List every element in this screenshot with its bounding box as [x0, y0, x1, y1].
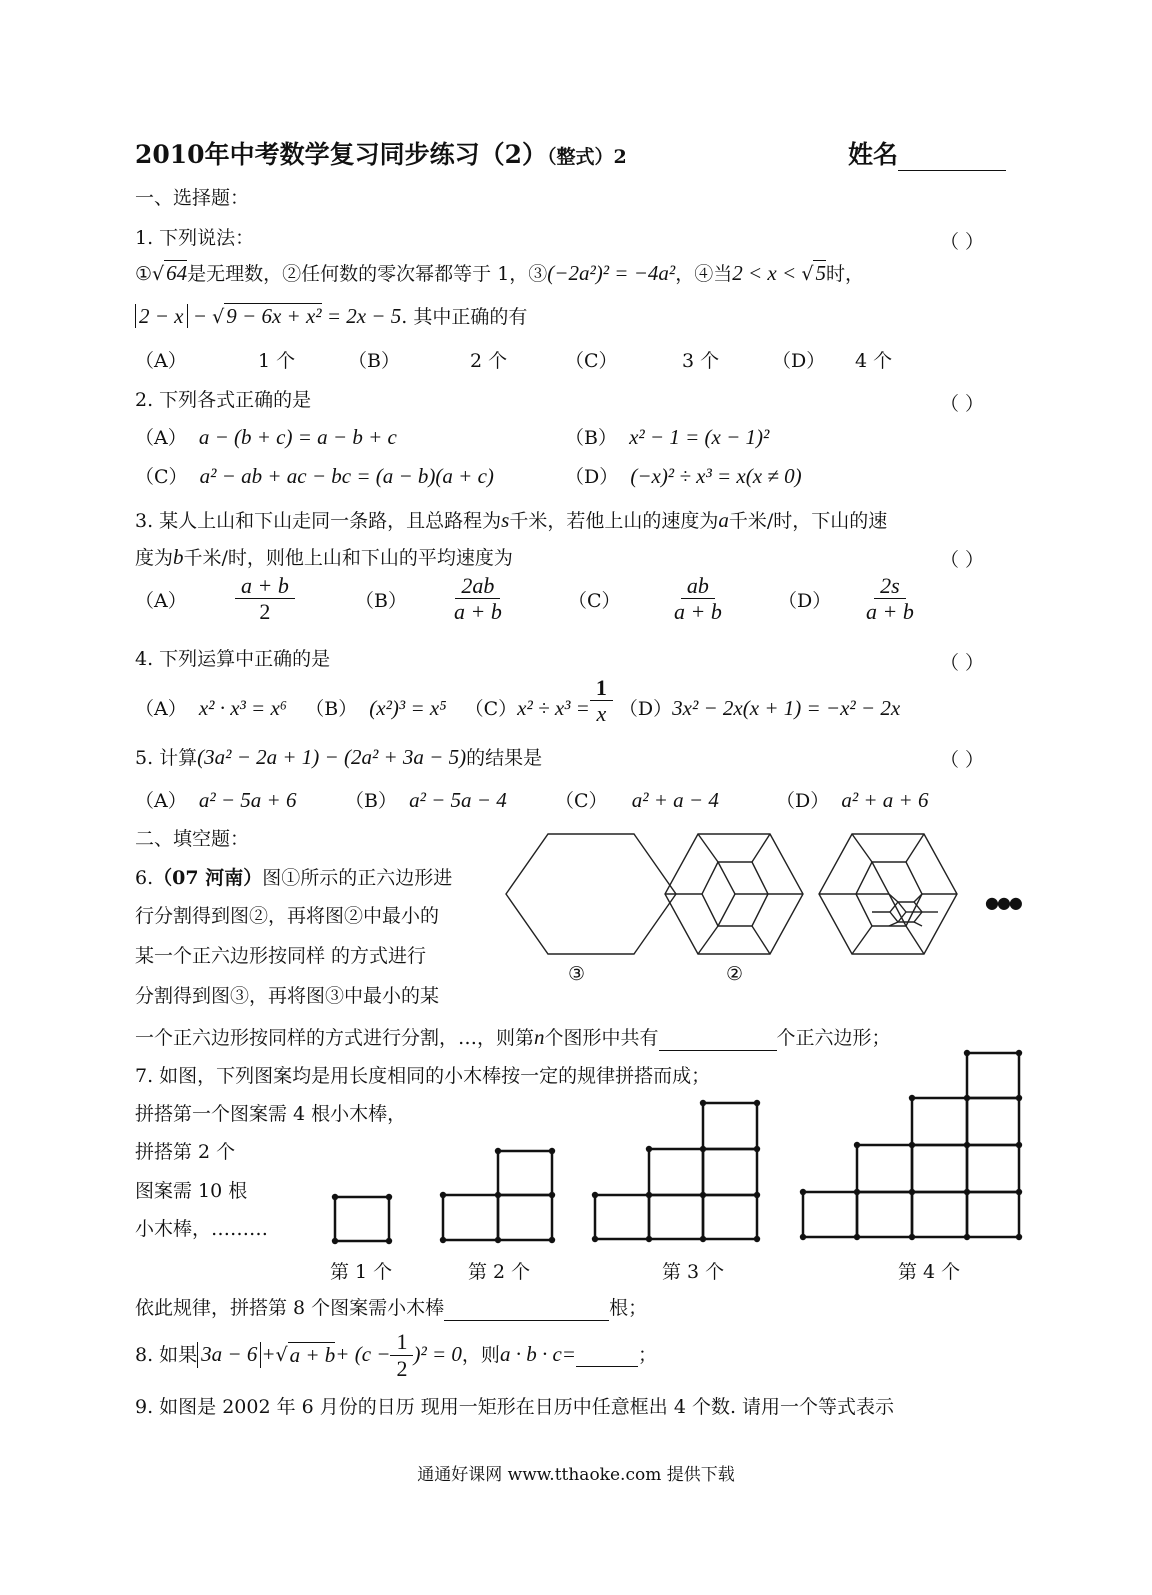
q1-sqrt-expr: 9 − 6x + x²: [226, 304, 322, 328]
q2-d-expr: (−x)² ÷ x³ = x(x ≠ 0): [630, 464, 802, 488]
q8-sqrt: a + b: [289, 1342, 336, 1367]
q7-line2: 拼搭第一个图案需 4 根小木棒，: [135, 1103, 407, 1125]
q4-c-den: x: [596, 701, 607, 727]
q3-b-num: 2ab: [455, 573, 500, 599]
q3-b-label: （B）: [355, 590, 407, 612]
section-fill: 二、填空题：: [135, 828, 250, 850]
q3-t5: 千米/时，则他上山和下山的平均速度为: [183, 547, 513, 569]
continuation-dots: ●●●: [985, 893, 1021, 912]
q3-d-den: a + b: [866, 599, 914, 625]
q6-t5c: 个图形中共有: [544, 1027, 659, 1049]
q2-opt-b: [565, 425, 769, 450]
q5-opt-c: [555, 788, 719, 813]
q8-abc: a · b · c: [499, 1342, 562, 1367]
q6-t5d: 个正六边形；: [776, 1027, 891, 1049]
q3-t3: 千米/时，下山的速: [728, 510, 888, 532]
q8-line: 8. 如果 3a − 6 + √ a + b + (c − $\frac{1}{2}$ )² = 0 ，则 a · b · c = ；: [135, 1329, 657, 1381]
q4-stem: 4. 下列运算中正确的是: [135, 648, 331, 670]
q5-opt-d: [776, 788, 928, 813]
stick-fig1: [335, 1197, 389, 1241]
q3-opt-a: [235, 573, 295, 625]
q6-line3: 某一个正六边形按同样 的方式进行: [135, 945, 427, 967]
q4-options: [135, 675, 901, 727]
q3-opt-b: [448, 573, 508, 625]
hexagon-caption-1: ③: [568, 963, 586, 985]
q6-line5: [135, 1025, 891, 1051]
q6-line2: 行分割得到图②，再将图②中最小的: [135, 905, 440, 927]
q4-c-label: （C）: [464, 697, 518, 720]
q5-d-expr: a² + a + 6: [841, 788, 929, 812]
q1-opt-d-label: （D）: [772, 350, 826, 372]
q5-c-label: （C）: [555, 790, 608, 812]
hexagon-fig2: [665, 834, 803, 954]
q8-plus: +: [261, 1342, 276, 1367]
q3-a: a: [718, 508, 729, 532]
q4-a-expr: x² · x³ = x⁶: [198, 695, 288, 720]
q5-t2: 的结果是: [466, 747, 543, 769]
q3-a-num: a + b: [235, 573, 295, 599]
q5-b-label: （B）: [345, 790, 397, 812]
q2-stem: 2. 下列各式正确的是: [135, 389, 312, 411]
title-sub: （整式）2: [546, 146, 627, 168]
q1-mark1: ①: [135, 263, 153, 285]
q7-line5: 小木棒，………: [135, 1218, 269, 1240]
q2-a-label: （A）: [135, 427, 187, 449]
q1-answer-paren: （ ）: [940, 231, 985, 253]
q8-abs: 3a − 6: [197, 1342, 261, 1367]
q2-answer-paren: （ ）: [940, 393, 985, 415]
q3-d-num: 2s: [874, 573, 906, 599]
q3-line2: [135, 545, 513, 570]
q3-opt-c: [668, 573, 728, 625]
q5-a-label: （A）: [135, 790, 187, 812]
q2-opt-a: [135, 425, 397, 450]
q2-a-expr: a − (b + c) = a − b + c: [198, 425, 397, 449]
q4-c-expr: x² ÷ x³ =: [517, 695, 590, 720]
footer: 通通好课网 www.tthaoke.com 提供下载: [417, 1465, 735, 1485]
q3-opt-d: [860, 573, 920, 625]
q7-t6b: 根；: [609, 1297, 648, 1319]
q4-answer-paren: （ ）: [940, 652, 985, 674]
q5-b-expr: a² − 5a − 4: [409, 788, 507, 812]
q3-d-label: （D）: [778, 590, 832, 612]
q8-answer-blank[interactable]: [576, 1343, 638, 1367]
q4-d-expr: 3x² − 2x(x + 1) = −x² − 2x: [672, 695, 901, 720]
q2-b-label: （B）: [565, 427, 617, 449]
q7-line1: 7. 如图，下列图案均是用长度相同的小木棒按一定的规律拼搭而成；: [135, 1065, 711, 1087]
q1-text1: 是无理数，②任何数的零次幂都等于 1，③: [187, 263, 548, 285]
q2-c-expr: a² − ab + ac − bc = (a − b)(a + c): [199, 464, 494, 488]
q3-t4: 度为: [135, 547, 174, 569]
q4-d-label: （D）: [618, 697, 673, 720]
q3-answer-paren: （ ）: [940, 549, 985, 571]
q1-text2: ，④当: [675, 263, 733, 285]
q1-line1: ①√64是无理数，②任何数的零次幂都等于 1，③(−2a²)² = −4a²，④当2 < x < √5时，: [135, 261, 864, 285]
q7-answer-blank[interactable]: [444, 1297, 609, 1321]
q5-d-label: （D）: [776, 790, 830, 812]
q1-opt-d: 4 个: [855, 350, 893, 372]
q3-b-den: a + b: [454, 599, 502, 625]
q6-line4: 分割得到图③，再将图③中最小的某: [135, 985, 440, 1007]
q1-opt-c-label: （C）: [565, 350, 618, 372]
q2-opt-d: [565, 464, 802, 489]
q4-b-label: （B）: [305, 697, 358, 720]
q3-a-den: 2: [259, 599, 271, 625]
hexagon-fig3: [819, 834, 957, 954]
q1-abs: 2 − x: [135, 304, 188, 328]
q1-minus: −: [187, 304, 213, 328]
q3-c-den: a + b: [674, 599, 722, 625]
q3-t1: 3. 某人上山和下山走同一条路，且总路程为: [135, 510, 502, 532]
stick-fig2: [443, 1151, 552, 1240]
q3-s: s: [501, 508, 510, 532]
q6-text1: 图①所示的正六边形进: [262, 867, 453, 889]
stick-caption-1: 第 1 个: [330, 1261, 393, 1283]
q7-line4: 图案需 10 根: [135, 1180, 248, 1202]
name-field: [848, 140, 1006, 171]
q8-t1: 8. 如果: [135, 1343, 198, 1366]
q7-question: [135, 1297, 647, 1321]
q3-b: b: [173, 545, 184, 569]
q5-stem: [135, 745, 542, 770]
q5-a-expr: a² − 5a + 6: [198, 788, 297, 812]
hexagon-fig1: [506, 834, 676, 954]
q4-c-num: 1: [590, 675, 613, 701]
q7-line3: 拼搭第 2 个: [135, 1141, 236, 1163]
q1-opt-b-label: （B）: [348, 350, 400, 372]
q5-expr: (3a² − 2a + 1) − (2a² + 3a − 5): [197, 745, 467, 769]
q5-opt-a: [135, 788, 296, 813]
q7-t6a: 依此规律，拼搭第 8 个图案需小木棒: [135, 1297, 445, 1319]
q2-d-label: （D）: [565, 466, 619, 488]
name-label: 姓名: [848, 140, 899, 169]
section-choice: 一、选择题：: [135, 187, 250, 209]
q5-c-expr: a² + a − 4: [631, 788, 719, 812]
q1-line2: 2 − x − √9 − 6x + x² = 2x − 5. 其中正确的有: [135, 303, 527, 329]
q1-opt-c: 3 个: [682, 350, 720, 372]
q8-t3: ；: [637, 1343, 657, 1366]
q8-eq2: =: [561, 1342, 576, 1367]
q5-answer-paren: （ ）: [940, 749, 985, 771]
q1-opt-a: 1 个: [258, 350, 296, 372]
q1-sqrt64: 64: [166, 261, 188, 285]
q8-frac-num: 1: [390, 1329, 413, 1355]
q8-paren: + (c −: [335, 1342, 391, 1367]
q1-expr3: (−2a²)² = −4a²: [547, 261, 676, 285]
q2-c-label: （C）: [135, 466, 188, 488]
q3-t2: 千米，若他上山的速度为: [509, 510, 719, 532]
stick-fig3: [595, 1103, 757, 1239]
q2-opt-c: [135, 464, 494, 489]
q3-line1: [135, 508, 887, 533]
q3-c-label: （C）: [568, 590, 621, 612]
q2-b-expr: x² − 1 = (x − 1)²: [629, 425, 770, 449]
q6-line1: [135, 867, 452, 890]
q8-eq: )² = 0: [413, 1342, 462, 1367]
q8-t2: ，则: [461, 1343, 500, 1366]
q6-num: 6.: [135, 867, 154, 889]
q1-ineq: 2 < x <: [732, 261, 802, 285]
name-blank: [898, 140, 1006, 171]
q1-opt-b: 2 个: [470, 350, 508, 372]
hexagon-caption-2: ②: [726, 963, 744, 985]
q6-n: n: [534, 1025, 545, 1049]
q1-sqrt5: 5: [815, 261, 826, 285]
q1-text4: . 其中正确的有: [401, 306, 528, 328]
q1-text3: 时，: [825, 263, 864, 285]
title-main: 2010年中考数学复习同步练习（2）: [135, 140, 547, 169]
stick-caption-2: 第 2 个: [468, 1261, 531, 1283]
stick-fig4: [803, 1053, 1019, 1237]
q9-line1: 9. 如图是 2002 年 6 月份的日历 现用一矩形在日历中任意框出 4 个数. 请用一个等式表示: [135, 1396, 895, 1418]
q3-a-label: （A）: [135, 590, 187, 612]
q5-opt-b: [345, 788, 507, 813]
q6-t5a: 一个正六边形按同样的方式进行分割，…，则第: [135, 1027, 535, 1049]
stick-caption-3: 第 3 个: [662, 1261, 725, 1283]
page-title: [135, 140, 627, 170]
q5-t1: 5. 计算: [135, 747, 198, 769]
q4-b-expr: (x²)³ = x⁵: [369, 695, 447, 720]
q8-frac-den: 2: [396, 1355, 408, 1381]
q3-c-num: ab: [681, 573, 715, 599]
q1-eq: = 2x − 5: [321, 304, 402, 328]
stick-caption-4: 第 4 个: [898, 1261, 961, 1283]
q6-answer-blank[interactable]: [659, 1027, 777, 1051]
q6-source: （07 河南）: [153, 867, 263, 889]
q4-a-label: （A）: [135, 697, 187, 720]
q1-stem: 1. 下列说法：: [135, 227, 255, 249]
q1-opt-a-label: （A）: [135, 350, 187, 372]
